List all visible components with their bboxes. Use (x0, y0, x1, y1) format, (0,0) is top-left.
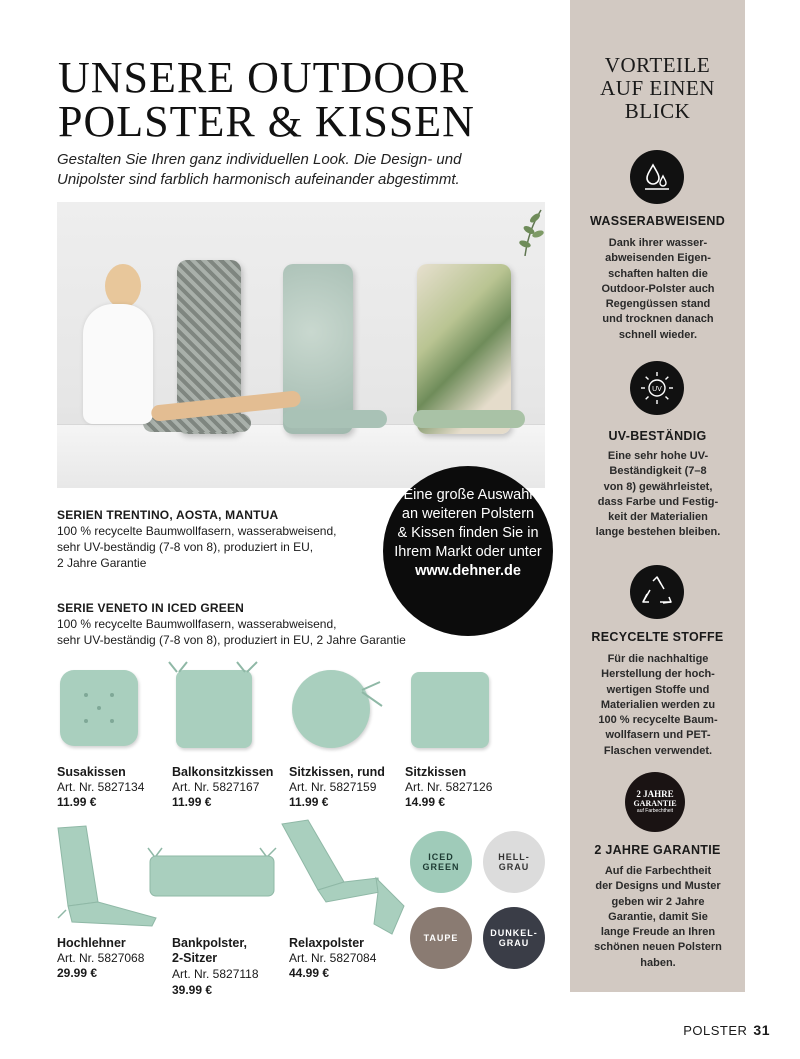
feature-text-line: und trocknen danach (602, 313, 714, 326)
product-image-relaxpolster (278, 818, 412, 942)
feature-text-line: geben wir 2 Jahre (611, 895, 705, 908)
product-price: 29.99 € (57, 966, 98, 980)
feature-text-line: keit der Materialien (608, 511, 708, 524)
product-name: Balkonsitzkissen (172, 765, 274, 779)
swatch-label: ICED (428, 852, 454, 862)
series-block-2 (57, 601, 477, 648)
product-price: 44.99 € (289, 966, 330, 980)
product-name: Bankpolster, (172, 936, 248, 950)
series-desc-line: 2 Jahre Garantie (57, 556, 147, 570)
cushion-aosta (283, 264, 353, 434)
feature-text-line: der Designs und Muster (595, 880, 721, 893)
page-number: 31 (753, 1022, 770, 1038)
uv-label: UV (652, 386, 662, 393)
product-art-nr: Art. Nr. 5827118 (172, 967, 259, 981)
product-name: Sitzkissen, rund (289, 765, 385, 779)
feature-text-line: Herstellung der hoch- (601, 668, 715, 681)
feature-text-line: Garantie, damit Sie (608, 910, 708, 923)
uv-sun-icon (630, 361, 684, 415)
sidebar-heading-line: BLICK (624, 99, 691, 123)
feature-text-line: schaften halten die (608, 267, 708, 280)
product-name: 2-Sitzer (172, 951, 218, 965)
promo-line-4: Ihrem Markt oder unter (394, 544, 542, 560)
feature-text-line: Dank ihrer wasser- (608, 237, 708, 249)
feature-text-line: Für die nachhaltige (607, 653, 709, 665)
badge-line: GARANTIE (633, 798, 677, 808)
series-desc-line: sehr UV-beständig (7-8 von 8), produziert in EU, 2 Jahre Garantie (57, 633, 406, 647)
feature-text-line: von 8) gewährleistet, (603, 480, 713, 493)
recycle-icon (630, 565, 684, 619)
product-price: 39.99 € (172, 983, 213, 997)
plant-icon (505, 206, 545, 256)
product-art-nr: Art. Nr. 5827084 (289, 951, 377, 965)
product-name: Hochlehner (57, 936, 126, 950)
page-subtitle: Gestalten Sie Ihren ganz individuellen Look. Die Design- und Unipolster sind farblich harmonisch aufeinander abgestimmt. (57, 151, 462, 188)
guarantee-badge-icon (625, 772, 685, 832)
feature-text-line: schönen neuen Polstern (594, 941, 722, 954)
promo-url-link[interactable]: www.dehner.de (415, 563, 521, 579)
hero-photo (57, 202, 545, 488)
page-footer (683, 1022, 770, 1038)
woman-figure (75, 264, 165, 432)
feature-text-line: lange bestehen bleiben. (595, 526, 721, 539)
feature-text-line: Flaschen verwendet. (603, 744, 713, 757)
feature-title: UV-BESTÄNDIG (608, 429, 707, 443)
woman-dress (83, 304, 153, 424)
series-desc-line: 100 % recycelte Baumwollfasern, wasserabweisend, (57, 617, 337, 631)
product-price: 14.99 € (405, 795, 446, 809)
feature-text-line: wertigen Stoffe und (606, 683, 710, 696)
feature-title: RECYCELTE STOFFE (591, 630, 724, 644)
badge-line: 2 JAHRE (636, 788, 674, 799)
feature-text-line: Materialien werden zu (600, 698, 716, 711)
water-drop-icon (630, 150, 684, 204)
feature-text (578, 449, 738, 541)
feature-text (578, 236, 738, 343)
swatch-label: GREEN (422, 862, 460, 872)
product-art-nr: Art. Nr. 5827126 (405, 780, 493, 794)
seat-cushion-2 (283, 410, 387, 428)
swatch-label: HELL- (498, 852, 530, 862)
feature-text (578, 864, 738, 971)
sidebar-heading-line: AUF EINEN (600, 76, 715, 100)
feature-text-line: Auf die Farbechtheit (604, 865, 712, 877)
product-image-balkonsitzkissen (176, 670, 252, 748)
badge-line: auf Farbechtheit (636, 807, 674, 814)
feature-text-line: haben. (640, 956, 676, 969)
section-name: POLSTER (683, 1023, 748, 1038)
series-block-1 (57, 508, 377, 571)
product-image-susakissen (60, 670, 138, 746)
swatch-label: GRAU (498, 938, 530, 948)
title-line-1: UNSERE OUTDOOR (58, 53, 470, 102)
tufted-cushion-icon (60, 670, 138, 746)
product-name: Relaxpolster (289, 936, 365, 950)
product-image-sitzkissen-rund (292, 670, 370, 748)
feature-title: 2 JAHRE GARANTIE (594, 843, 721, 857)
swatch-label: DUNKEL- (490, 928, 538, 938)
page-title (58, 53, 528, 146)
feature-text-line: Eine sehr hohe UV- (607, 450, 709, 462)
swatch-label: TAUPE (423, 933, 459, 943)
series-title-2: SERIE VENETO IN ICED GREEN (57, 601, 245, 615)
product-art-nr: Art. Nr. 5827159 (289, 780, 377, 794)
product-art-nr: Art. Nr. 5827167 (172, 780, 260, 794)
feature-text-line: 100 % recycelte Baum- (598, 714, 718, 727)
product-price: 11.99 € (289, 795, 329, 809)
swatch-taupe (410, 907, 472, 969)
swatch-dunkelgrau (483, 907, 545, 969)
feature-text-line: schnell wieder. (618, 328, 698, 341)
series-title-1: SERIEN TRENTINO, AOSTA, MANTUA (57, 508, 279, 522)
tie-straps-icon (360, 680, 384, 710)
feature-text (578, 652, 738, 759)
promo-line-1: Eine große Auswahl (403, 487, 533, 503)
product-art-nr: Art. Nr. 5827068 (57, 951, 145, 965)
feature-text-line: abweisenden Eigen- (605, 252, 711, 265)
product-image-bankpolster (144, 846, 280, 902)
seat-cushion-3 (413, 410, 525, 428)
sidebar-heading (570, 54, 745, 123)
feature-title: WASSERABWEISEND (589, 214, 726, 228)
product-name: Susakissen (57, 765, 126, 779)
feature-text-line: wollfasern und PET- (605, 729, 711, 742)
swatch-iced-green (410, 831, 472, 893)
series-desc-line: sehr UV-beständig (7-8 von 8), produziert in EU, (57, 540, 314, 554)
swatch-hellgrau (483, 831, 545, 893)
product-price: 11.99 € (57, 795, 97, 809)
cushion-mantua (417, 264, 511, 434)
product-name: Sitzkissen (405, 765, 467, 779)
promo-line-2: an weiteren Polstern (401, 506, 535, 522)
promo-line-3: & Kissen finden Sie in (397, 525, 539, 541)
product-art-nr: Art. Nr. 5827134 (57, 780, 145, 794)
sidebar-heading-line: VORTEILE (604, 53, 711, 77)
swatch-label: GRAU (498, 862, 530, 872)
feature-text-line: dass Farbe und Festig- (597, 495, 719, 508)
series-desc-line: 100 % recycelte Baumwollfasern, wasserabweisend, (57, 524, 337, 538)
tie-straps-icon (165, 660, 265, 676)
feature-text-line: Regengüssen stand (605, 298, 711, 311)
product-image-sitzkissen (411, 672, 489, 748)
title-line-2: POLSTER & KISSEN (58, 97, 475, 146)
product-price: 11.99 € (172, 795, 212, 809)
feature-text-line: Beständigkeit (7–8 (609, 465, 707, 478)
feature-text-line: Outdoor-Polster auch (601, 282, 715, 295)
woman-head (105, 264, 141, 308)
feature-text-line: lange Freude an Ihren (600, 926, 716, 939)
